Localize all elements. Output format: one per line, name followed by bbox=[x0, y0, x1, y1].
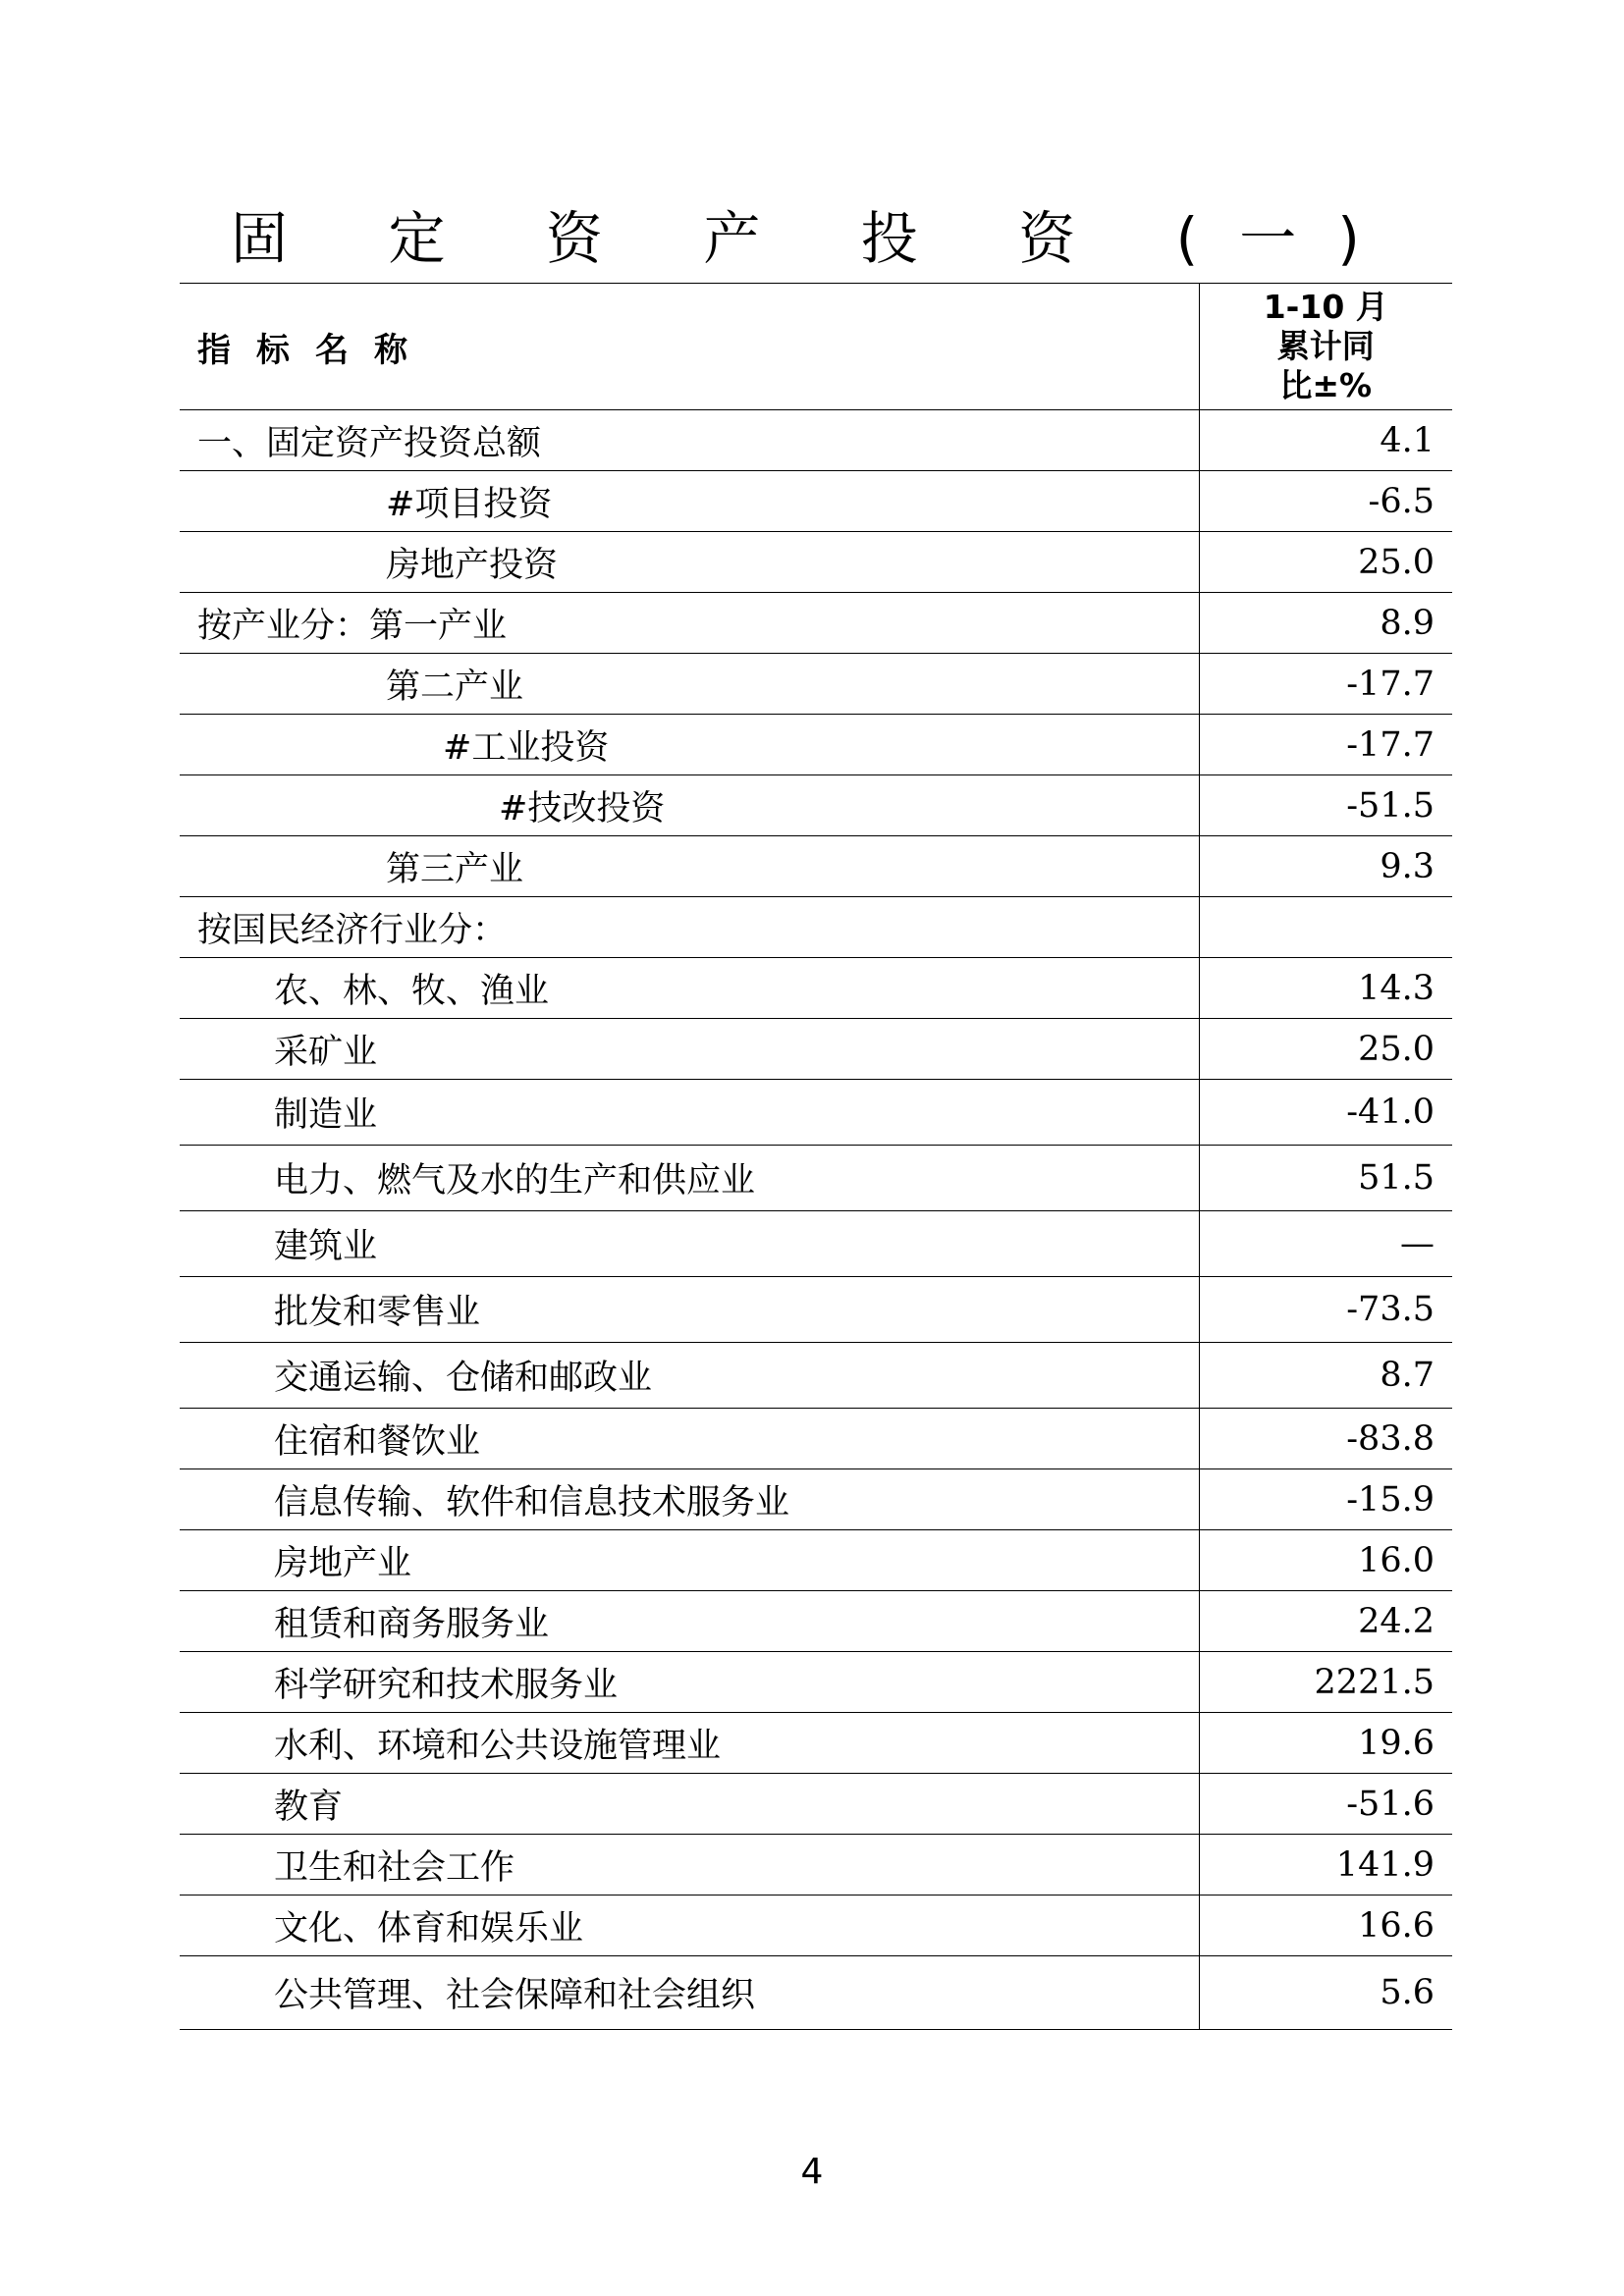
table-row bbox=[180, 1835, 1452, 1896]
column-header-cumulative-yoy bbox=[1199, 284, 1452, 410]
table-row bbox=[180, 1409, 1452, 1469]
row-yoy-value: — bbox=[1199, 1211, 1452, 1277]
row-indicator-label: 第二产业 bbox=[180, 654, 1199, 715]
row-yoy-value: 14.3 bbox=[1199, 958, 1452, 1019]
row-indicator-label: #技改投资 bbox=[180, 775, 1199, 836]
column-header-line-change: 比±% bbox=[1279, 366, 1373, 404]
row-yoy-value: 19.6 bbox=[1199, 1713, 1452, 1774]
table-row bbox=[180, 1591, 1452, 1652]
table-row bbox=[180, 1343, 1452, 1409]
table-header-row bbox=[180, 284, 1452, 410]
row-indicator-label: 房地产业 bbox=[180, 1530, 1199, 1591]
table-row bbox=[180, 1713, 1452, 1774]
row-yoy-value bbox=[1199, 897, 1452, 958]
row-indicator-label: 租赁和商务服务业 bbox=[180, 1591, 1199, 1652]
table-row bbox=[180, 775, 1452, 836]
table-row bbox=[180, 1896, 1452, 1956]
row-indicator-label: 农、林、牧、渔业 bbox=[180, 958, 1199, 1019]
row-yoy-value: 8.9 bbox=[1199, 593, 1452, 654]
table-row bbox=[180, 1530, 1452, 1591]
table-body bbox=[180, 410, 1452, 2030]
row-indicator-label: 制造业 bbox=[180, 1080, 1199, 1146]
table-row bbox=[180, 1469, 1452, 1530]
page-title: 固 定 资 产 投 资 (一) bbox=[231, 205, 1401, 272]
row-yoy-value: 16.0 bbox=[1199, 1530, 1452, 1591]
row-yoy-value: -41.0 bbox=[1199, 1080, 1452, 1146]
table-row bbox=[180, 1146, 1452, 1211]
page-number: 4 bbox=[800, 2152, 824, 2192]
table-row bbox=[180, 654, 1452, 715]
table-row bbox=[180, 897, 1452, 958]
row-indicator-label: 信息传输、软件和信息技术服务业 bbox=[180, 1469, 1199, 1530]
table-row bbox=[180, 1652, 1452, 1713]
row-yoy-value: 25.0 bbox=[1199, 1019, 1452, 1080]
row-indicator-label: 批发和零售业 bbox=[180, 1277, 1199, 1343]
row-indicator-label: 水利、环境和公共设施管理业 bbox=[180, 1713, 1199, 1774]
row-indicator-label: 卫生和社会工作 bbox=[180, 1835, 1199, 1896]
row-indicator-label: #项目投资 bbox=[180, 471, 1199, 532]
row-yoy-value: -6.5 bbox=[1199, 471, 1452, 532]
row-yoy-value: 51.5 bbox=[1199, 1146, 1452, 1211]
column-header-line-period: 1-10 月 bbox=[1263, 288, 1388, 326]
row-indicator-label: 交通运输、仓储和邮政业 bbox=[180, 1343, 1199, 1409]
row-indicator-label: #工业投资 bbox=[180, 715, 1199, 775]
row-indicator-label: 住宿和餐饮业 bbox=[180, 1409, 1199, 1469]
row-yoy-value: 4.1 bbox=[1199, 410, 1452, 471]
table-row bbox=[180, 715, 1452, 775]
row-yoy-value: -17.7 bbox=[1199, 654, 1452, 715]
row-yoy-value: 9.3 bbox=[1199, 836, 1452, 897]
row-indicator-label: 教育 bbox=[180, 1774, 1199, 1835]
row-indicator-label: 建筑业 bbox=[180, 1211, 1199, 1277]
table-row bbox=[180, 1080, 1452, 1146]
row-indicator-label: 文化、体育和娱乐业 bbox=[180, 1896, 1199, 1956]
row-indicator-label: 第三产业 bbox=[180, 836, 1199, 897]
row-yoy-value: -73.5 bbox=[1199, 1277, 1452, 1343]
table-row bbox=[180, 410, 1452, 471]
row-yoy-value: 8.7 bbox=[1199, 1343, 1452, 1409]
table-row bbox=[180, 1774, 1452, 1835]
fixed-asset-investment-table bbox=[180, 283, 1452, 2030]
row-yoy-value: -51.6 bbox=[1199, 1774, 1452, 1835]
row-yoy-value: 2221.5 bbox=[1199, 1652, 1452, 1713]
table-row bbox=[180, 1211, 1452, 1277]
row-yoy-value: 5.6 bbox=[1199, 1956, 1452, 2030]
table-row bbox=[180, 1019, 1452, 1080]
column-header-line-cumulative: 累计同 bbox=[1276, 327, 1375, 365]
row-indicator-label: 采矿业 bbox=[180, 1019, 1199, 1080]
row-indicator-label: 公共管理、社会保障和社会组织 bbox=[180, 1956, 1199, 2030]
row-yoy-value: 141.9 bbox=[1199, 1835, 1452, 1896]
row-indicator-label: 房地产投资 bbox=[180, 532, 1199, 593]
row-yoy-value: 24.2 bbox=[1199, 1591, 1452, 1652]
row-indicator-label: 一、固定资产投资总额 bbox=[180, 410, 1199, 471]
table-row bbox=[180, 471, 1452, 532]
row-indicator-label: 电力、燃气及水的生产和供应业 bbox=[180, 1146, 1199, 1211]
row-indicator-label: 科学研究和技术服务业 bbox=[180, 1652, 1199, 1713]
column-header-indicator-name: 指标名称 bbox=[180, 284, 1199, 410]
row-yoy-value: -17.7 bbox=[1199, 715, 1452, 775]
row-yoy-value: 16.6 bbox=[1199, 1896, 1452, 1956]
table-row bbox=[180, 593, 1452, 654]
row-indicator-label: 按产业分：第一产业 bbox=[180, 593, 1199, 654]
row-yoy-value: -83.8 bbox=[1199, 1409, 1452, 1469]
table-row bbox=[180, 532, 1452, 593]
row-yoy-value: -15.9 bbox=[1199, 1469, 1452, 1530]
table-row bbox=[180, 958, 1452, 1019]
table-row bbox=[180, 1956, 1452, 2030]
table-row bbox=[180, 836, 1452, 897]
row-yoy-value: 25.0 bbox=[1199, 532, 1452, 593]
row-indicator-label: 按国民经济行业分： bbox=[180, 897, 1199, 958]
table-row bbox=[180, 1277, 1452, 1343]
row-yoy-value: -51.5 bbox=[1199, 775, 1452, 836]
